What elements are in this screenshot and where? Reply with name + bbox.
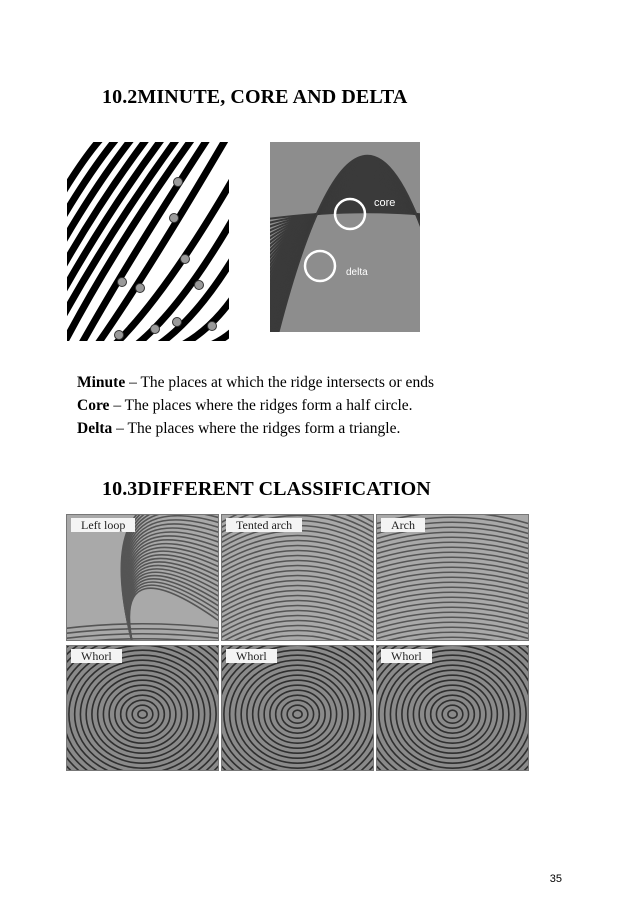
core-delta-svg <box>270 142 420 332</box>
definition-core <box>77 394 434 417</box>
classification-label: Left loop <box>71 518 135 532</box>
definition-term: Core <box>77 397 110 414</box>
delta-label: delta <box>346 267 368 278</box>
section-title: DIFFERENT CLASSIFICATION <box>137 478 431 500</box>
definition-term: Minute <box>77 374 126 391</box>
section-number: 10.3 <box>102 478 138 500</box>
core-delta-fingerprint-image <box>270 142 420 332</box>
minutiae-ridge-svg <box>67 142 229 341</box>
page-number: 35 <box>549 873 562 885</box>
minutia-point <box>208 322 217 331</box>
core-label: core <box>374 197 396 209</box>
classification-label: Whorl <box>71 649 122 663</box>
definitions-list <box>77 371 434 440</box>
classification-label: Whorl <box>381 649 432 663</box>
section-title: MINUTE, CORE AND DELTA <box>137 86 408 108</box>
section-heading-classification <box>102 478 431 501</box>
section-number: 10.2 <box>102 86 138 108</box>
fingerprint-pattern <box>67 646 218 770</box>
classification-cell <box>221 645 374 771</box>
classification-label: Whorl <box>226 649 277 663</box>
minutia-point <box>173 318 182 327</box>
fingerprint-pattern <box>67 515 218 640</box>
definition-text: – The places where the ridges form a half circle. <box>109 397 413 414</box>
definition-delta <box>77 417 434 440</box>
fingerprint-pattern <box>222 646 373 770</box>
fingerprint-pattern <box>222 515 373 640</box>
classification-cell <box>376 645 529 771</box>
section-heading-minute-core-delta <box>102 86 407 109</box>
minutia-point <box>136 284 145 293</box>
classification-label: Arch <box>381 518 425 532</box>
minutia-point <box>118 278 127 287</box>
definition-text: – The places at which the ridge intersects or ends <box>125 374 434 391</box>
minutia-point <box>195 281 204 290</box>
classification-cell <box>66 645 219 771</box>
minutia-point <box>170 214 179 223</box>
classification-label: Tented arch <box>226 518 302 532</box>
minutia-point <box>115 331 124 340</box>
fingerprint-pattern <box>377 515 528 640</box>
fingerprint-pattern <box>377 646 528 770</box>
classification-cell <box>221 514 374 641</box>
minutia-point <box>151 325 160 334</box>
classification-cell <box>66 514 219 641</box>
definition-term: Delta <box>77 420 113 437</box>
minutia-point <box>174 178 183 187</box>
definition-minute <box>77 371 434 394</box>
minutia-point <box>181 255 190 264</box>
minutiae-ridge-image <box>67 142 229 341</box>
classification-cell <box>376 514 529 641</box>
definition-text: – The places where the ridges form a triangle. <box>112 420 401 437</box>
